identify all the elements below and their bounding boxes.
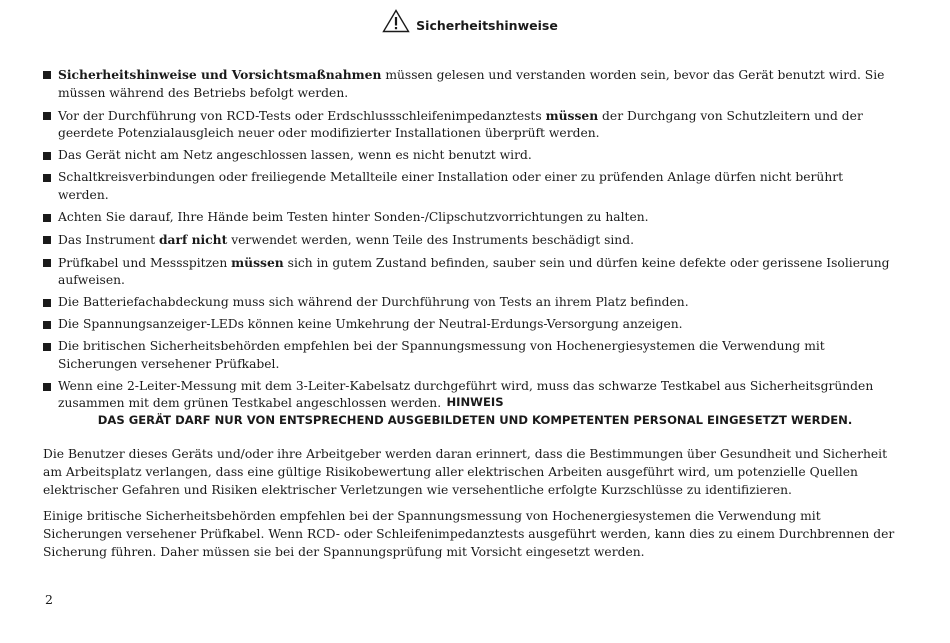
page-title: Sicherheitshinweise [416, 17, 558, 33]
bullet-segment: Vor der Durchführung von RCD-Tests oder Erdschlussschleifenimpedanztests [58, 108, 546, 123]
bullet-emphasis: Sicherheitshinweise und Vorsichtsmaßnahmen [58, 67, 382, 82]
safety-bullet-list [43, 66, 895, 417]
body-paragraph-2: Einige britische Sicherheitsbehörden empfehlen bei der Spannungsmessung von Hochenergiesystemen die Verwendung mit Sicherungen versehener Prüfkabel. Wenn RCD- oder Schleifenimpedanztests ausgeführt werden, kann dies zu einem Durchbrennen der Sicherung führen. Daher müssen sie bei der Spannungsprüfung mit Vorsicht eingesetzt werden. [43, 509, 895, 559]
bullet-segment: Wenn eine 2-Leiter-Messung mit dem 3-Leiter-Kabelsatz durchgeführt wird, muss das schwarze Testkabel aus Sicherheitsgründen zusammen mit dem grünen Testkabel angeschlossen werden. [58, 378, 874, 410]
bullet-item [43, 209, 895, 227]
bullet-text [58, 316, 895, 334]
bullet-square-icon [43, 299, 51, 307]
bullet-item [43, 254, 895, 290]
bullet-square-icon [43, 152, 51, 160]
bullet-item [43, 294, 895, 312]
bullet-square-icon [43, 112, 51, 120]
bullet-text [58, 66, 895, 102]
bullet-segment: Die britischen Sicherheitsbehörden empfehlen bei der Spannungsmessung von Hochenergiesystemen die Verwendung mit Sicherungen versehener Prüfkabel. [58, 339, 825, 371]
bullet-text [58, 338, 895, 373]
bullet-text [58, 231, 895, 250]
bullet-item [43, 338, 895, 373]
bullet-item [43, 66, 895, 102]
bullet-item [43, 231, 895, 250]
bullet-square-icon [43, 236, 51, 244]
bullet-emphasis: müssen [545, 107, 599, 123]
page-number: 2 [45, 592, 53, 607]
bullet-emphasis: müssen [231, 254, 284, 270]
bullet-square-icon [43, 383, 51, 391]
warning-triangle-icon [382, 9, 410, 33]
bullet-emphasis: darf nicht [158, 231, 228, 247]
bullet-text [58, 209, 895, 227]
bullet-square-icon [43, 71, 51, 79]
body-paragraph-1: Die Benutzer dieses Geräts und/oder ihre Arbeitgeber werden daran erinnert, dass die Bestimmungen über Gesundheit und Sicherheit am Arbeitsplatz verlangen, dass eine gültige Risikobewertung aller elektrischen Arbeiten ausgeführt wird, um potenzielle Quellen elektrischer Gefahren und Risiken elektrischer Verletzungen wie versehentliche erfolgte Kurzschlüsse zu identifizieren. [43, 447, 888, 497]
bullet-square-icon [43, 259, 51, 267]
bullet-segment: der Durchgang von Schutzleitern und der geerdete Potenzialausgleich neuer oder modifizierter Installationen überprüft werden. [58, 108, 863, 140]
bullet-segment: Die Batteriefachabdeckung muss sich während der Durchführung von Tests an ihrem Platz befinden. [58, 295, 689, 309]
bullet-text [58, 169, 895, 204]
page-header [0, 9, 950, 33]
notice-heading: HINWEIS [446, 395, 504, 409]
bullet-text [58, 147, 895, 165]
bullet-text [58, 254, 895, 290]
bullet-segment: Schaltkreisverbindungen oder freiliegende Metallteile einer Installation oder einer zu prüfenden Anlage dürfen nicht berührt werden. [58, 170, 844, 202]
bullet-square-icon [43, 174, 51, 182]
notice-block [0, 393, 950, 429]
bullet-segment: verwendet werden, wenn Teile des Instruments beschädigt sind. [227, 232, 635, 247]
bullet-text [58, 294, 895, 312]
bullet-item [43, 169, 895, 204]
bullet-text [58, 107, 895, 143]
bullet-segment: sich in gutem Zustand befinden, sauber sein und dürfen keine defekte oder gerissene Isolierung aufweisen. [58, 255, 890, 287]
bullet-square-icon [43, 343, 51, 351]
bullet-item [43, 316, 895, 334]
bullet-segment: Das Gerät nicht am Netz angeschlossen lassen, wenn es nicht benutzt wird. [58, 148, 532, 162]
notice-text: DAS GERÄT DARF NUR VON ENTSPRECHEND AUSGEBILDETEN UND KOMPETENTEN PERSONAL EINGESETZT WERDEN. [97, 413, 853, 427]
bullet-segment: Prüfkabel und Messspitzen [58, 255, 232, 270]
bullet-segment: müssen gelesen und verstanden worden sein, bevor das Gerät benutzt wird. Sie müssen während des Betriebs befolgt werden. [58, 68, 885, 100]
bullet-segment: Die Spannungsanzeiger-LEDs können keine Umkehrung der Neutral-Erdungs-Versorgung anzeigen. [58, 317, 683, 331]
bullet-item [43, 107, 895, 143]
bullet-square-icon [43, 321, 51, 329]
bullet-segment: Das Instrument [58, 232, 159, 247]
bullet-square-icon [43, 214, 51, 222]
bullet-segment: Achten Sie darauf, Ihre Hände beim Testen hinter Sonden-/Clipschutzvorrichtungen zu halten. [58, 209, 649, 224]
bullet-item [43, 147, 895, 165]
